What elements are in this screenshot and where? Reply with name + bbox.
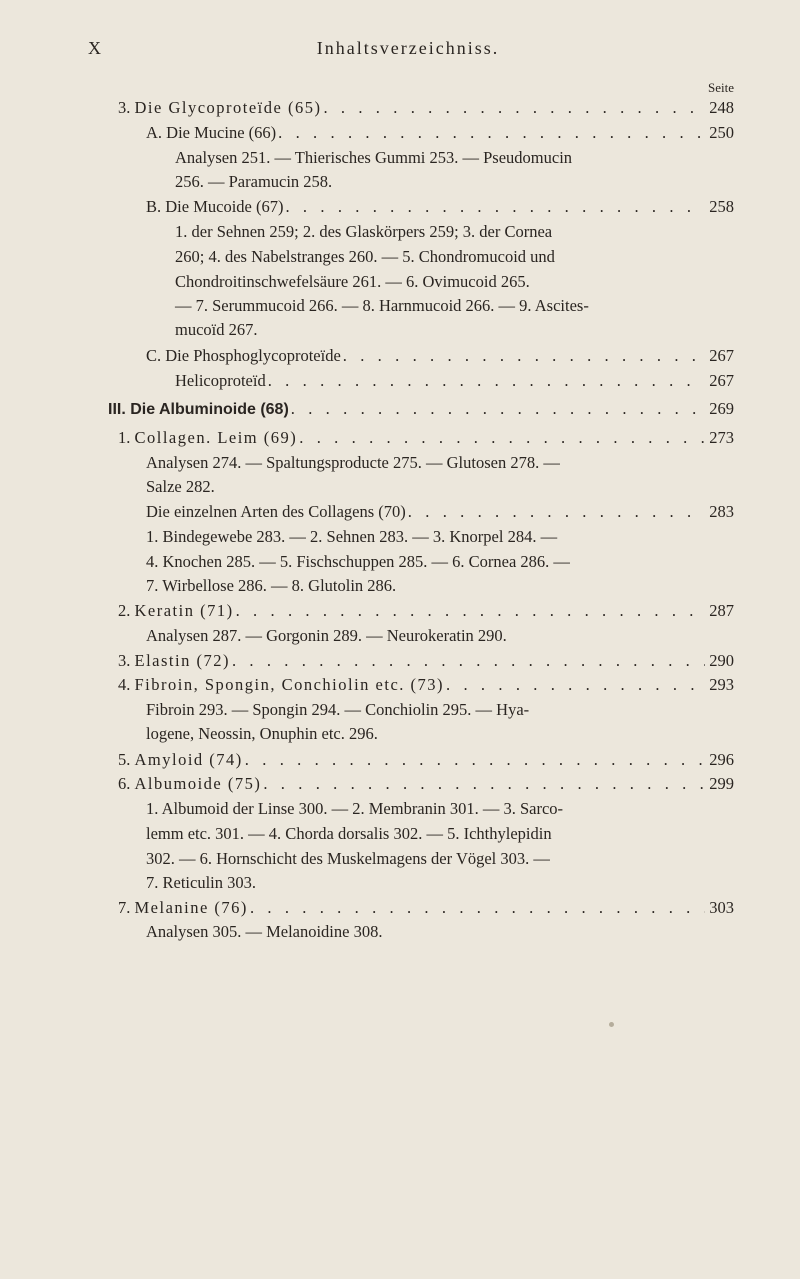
entry-title: Elastin (72) (134, 651, 230, 670)
entry-number: 7. (118, 898, 131, 917)
entry-page: 290 (709, 651, 734, 670)
toc-detail-line: 1. Bindegewebe 283. — 2. Sehnen 283. — 3. Knorpel 284. — (146, 527, 558, 546)
entry-number: 3. (118, 98, 131, 117)
leader-dots (236, 599, 706, 623)
running-title: Inhaltsverzeichniss. (316, 38, 500, 58)
entry-page: 296 (709, 750, 734, 769)
leader-dots (285, 195, 705, 219)
toc-detail-line: Analysen 287. — Gorgonin 289. — Neurokeratin 290. (146, 626, 507, 645)
leader-dots (250, 896, 705, 920)
entry-page: 258 (709, 197, 734, 216)
toc-entry-amyloid (118, 748, 734, 772)
entry-number: 6. (118, 774, 131, 793)
toc-detail-line: 256. — Paramucin 258. (175, 172, 333, 191)
entry-title: Fibroin, Spongin, Conchiolin etc. (73) (134, 675, 445, 694)
toc-detail-line: Salze 282. (146, 477, 215, 496)
toc-detail-line: 7. Wirbellose 286. — 8. Glutolin 286. (146, 576, 397, 595)
entry-title: Melanine (76) (134, 898, 248, 917)
entry-number: 3. (118, 651, 131, 670)
toc-detail-line: Analysen 305. — Melanoidine 308. (146, 922, 383, 941)
toc-entry-collagen (118, 426, 734, 450)
entry-page: 287 (709, 601, 734, 620)
toc-entry-keratin (118, 599, 734, 623)
entry-number: B. (146, 197, 162, 216)
toc-detail-line: logene, Neossin, Onuphin etc. 296. (146, 724, 378, 743)
page-number: X (88, 38, 101, 58)
entry-page: 283 (709, 502, 734, 521)
leader-dots (263, 772, 705, 796)
toc-entry-melanine (118, 896, 734, 920)
entry-page: 299 (709, 774, 734, 793)
toc-detail-line: Analysen 251. — Thierisches Gummi 253. — Pseudomucin (175, 148, 573, 167)
toc-entry-helicoproteid (175, 369, 734, 393)
entry-title: Die Albuminoide (68) (130, 401, 289, 418)
toc-detail-line: 260; 4. des Nabelstranges 260. — 5. Chondromucoid und (175, 247, 555, 266)
leader-dots (268, 369, 706, 393)
toc-detail-line: 302. — 6. Hornschicht des Muskelmagens der Vögel 303. — (146, 849, 550, 868)
entry-page: 269 (709, 399, 734, 418)
entry-page: 248 (709, 98, 734, 117)
leader-dots (408, 500, 705, 524)
entry-number: 5. (118, 750, 131, 769)
entry-title: Die Mucoide (67) (165, 197, 284, 216)
seite-column-label: Seite (708, 80, 734, 95)
entry-title: Keratin (71) (134, 601, 234, 620)
entry-title: Albumoide (75) (134, 774, 262, 793)
entry-page: 267 (709, 371, 734, 390)
running-header (88, 38, 728, 66)
entry-title: Amyloid (74) (134, 750, 243, 769)
toc-entry-albuminoide (108, 397, 734, 421)
toc-detail-line: 7. Reticulin 303. (146, 873, 256, 892)
entry-number: A. (146, 123, 163, 142)
toc-entry-mucine (146, 121, 734, 145)
toc-entry-phosphoglycoproteide (146, 344, 734, 368)
leader-dots (299, 426, 705, 450)
entry-number: 2. (118, 601, 131, 620)
toc-entry-fibroin (118, 673, 734, 697)
toc-entry-elastin (118, 649, 734, 673)
toc-detail-line: Fibroin 293. — Spongin 294. — Conchiolin 295. — Hya- (146, 700, 530, 719)
entry-page: 293 (709, 675, 734, 694)
entry-title: Die Phosphoglycoproteïde (165, 346, 341, 365)
leader-dots (232, 649, 705, 673)
entry-page: 273 (709, 428, 734, 447)
toc-detail-line: — 7. Serummucoid 266. — 8. Harnmucoid 266. — 9. Ascites- (175, 296, 589, 315)
toc-detail-line: Chondroitinschwefelsäure 261. — 6. Ovimucoid 265. (175, 272, 530, 291)
leader-dots (278, 121, 705, 145)
toc-detail-line: mucoïd 267. (175, 320, 258, 339)
paper-speck (609, 1022, 614, 1027)
entry-number: C. (146, 346, 162, 365)
leader-dots (323, 96, 705, 120)
toc-detail-line: 1. Albumoid der Linse 300. — 2. Membranin 301. — 3. Sarco- (146, 799, 564, 818)
entry-number: 1. (118, 428, 131, 447)
toc-entry-glycoproteide (118, 96, 734, 120)
leader-dots (245, 748, 705, 772)
entry-page: 303 (709, 898, 734, 917)
toc-detail-line: lemm etc. 301. — 4. Chorda dorsalis 302. — 5. Ichthylepidin (146, 824, 552, 843)
entry-page: 250 (709, 123, 734, 142)
toc-detail-line: 4. Knochen 285. — 5. Fischschuppen 285. — 6. Cornea 286. — (146, 552, 570, 571)
entry-title: Helicoproteïd (175, 371, 266, 390)
leader-dots (291, 397, 705, 421)
entry-title: Collagen. Leim (69) (134, 428, 298, 447)
leader-dots (343, 344, 705, 368)
toc-entry-mucoide (146, 195, 734, 219)
toc-detail-line: Analysen 274. — Spaltungsproducte 275. — Glutosen 278. — (146, 453, 560, 472)
leader-dots (446, 673, 705, 697)
toc-entry-collagen-arten (146, 500, 734, 524)
toc-detail-line: 1. der Sehnen 259; 2. des Glaskörpers 259; 3. der Cornea (175, 222, 553, 241)
entry-page: 267 (709, 346, 734, 365)
entry-number: 4. (118, 675, 131, 694)
entry-title: Die einzelnen Arten des Collagens (70) (146, 502, 406, 521)
entry-title: Die Glycoproteïde (65) (134, 98, 322, 117)
toc-entry-albumoide (118, 772, 734, 796)
entry-number: III. (108, 401, 126, 418)
entry-title: Die Mucine (66) (166, 123, 277, 142)
